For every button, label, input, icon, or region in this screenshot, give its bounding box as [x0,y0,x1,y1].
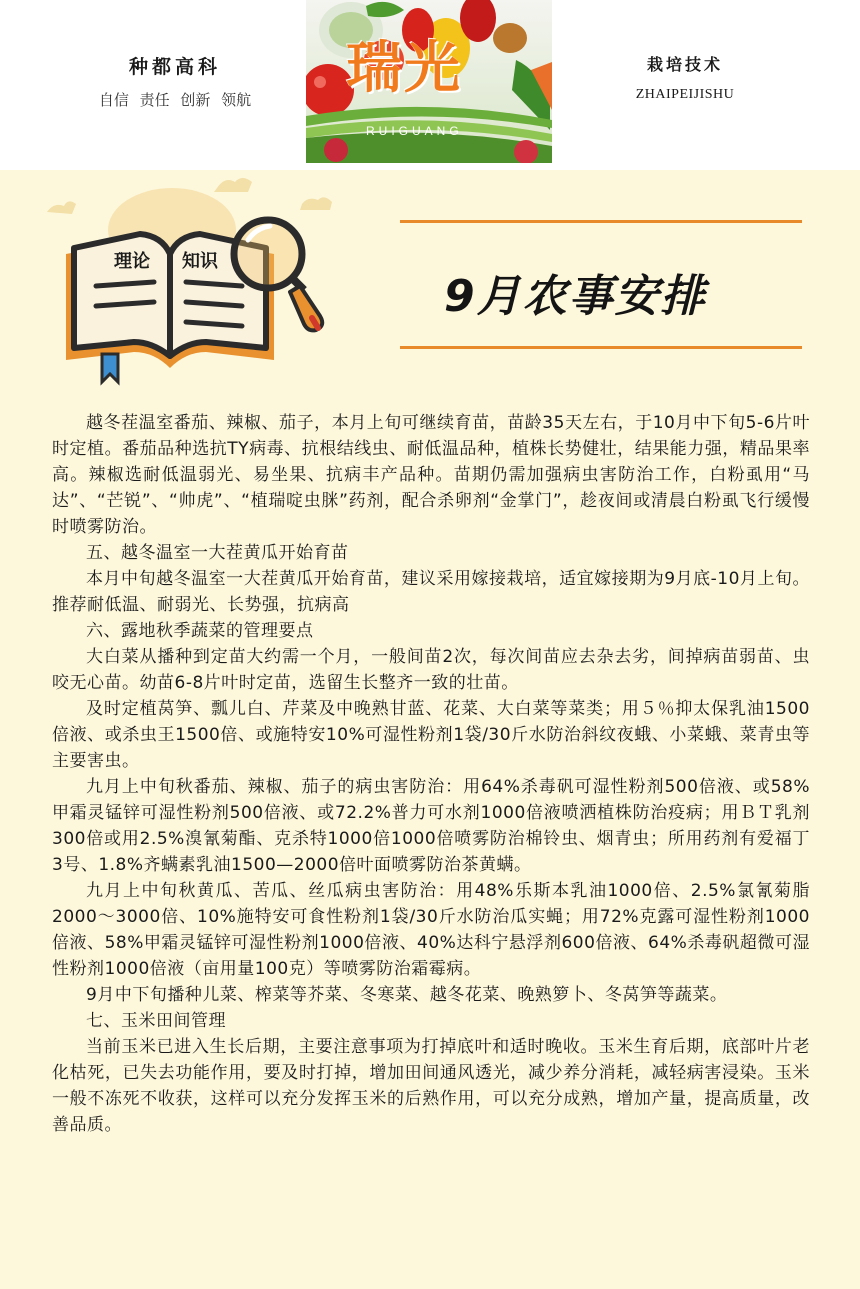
section-block [620,52,750,103]
paragraph-tomato-pests: 九月上中旬秋番茄、辣椒、茄子的病虫害防治：用64%杀毒矾可湿性粉剂500倍液、或58%甲霜灵锰锌可湿性粉剂500倍液、或72.2%普力可水剂1000倍液喷洒植株防治疫病；用ＢＴ乳剂300倍或用2.5%溴氰菊酯、克杀特1000倍1000倍喷雾防治棉铃虫、烟青虫；所用药剂有爱福丁3号、1.8%齐螨素乳油1500—2000倍叶面喷雾防治茶黄螨。 [52,777,810,875]
paragraph-cabbage: 大白菜从播种到定苗大约需一个月，一般间苗2次，每次间苗应去杂去劣，间掉病苗弱苗、虫咬无心苗。幼苗6-8片叶时定苗，选留生长整齐一致的壮苗。 [52,647,810,693]
logo-text: 瑞光 [346,36,462,101]
title-top-rule [400,220,802,223]
paragraph-cucurbit-pests: 九月上中旬秋黄瓜、苦瓜、丝瓜病虫害防治：用48%乐斯本乳油1000倍、2.5%氯氰菊脂2000～3000倍、10%施特安可食性粉剂1袋/30斤水防治瓜实蝇；用72%克露可湿性粉剂1000倍液、58%甲霜灵锰锌可湿性粉剂1000倍液、40%达科宁悬浮剂600倍液、64%杀毒矾超微可湿性粉剂1000倍液（亩用量100克）等喷雾防治霜霉病。 [52,881,810,979]
logo-subtitle: RUIGUANG [366,124,463,138]
badge-label-right: 知识 [182,251,218,272]
title-bottom-rule [400,346,802,349]
brand-block [80,52,270,110]
page-title: 9月农事安排 [444,271,707,322]
header-banner [0,0,860,170]
section-heading-cucumber: 五、越冬温室一大茬黄瓜开始育苗 [86,543,349,563]
logo-vegetable-image [306,0,552,163]
section-heading-corn: 七、玉米田间管理 [86,1011,226,1031]
paragraph-sowing: 9月中下旬播种儿菜、榨菜等芥菜、冬寒菜、越冬花菜、晚熟箩卜、冬莴笋等蔬菜。 [86,985,728,1005]
paragraph-overwinter-seedlings: 越冬茬温室番茄、辣椒、茄子，本月上旬可继续育苗，苗龄35天左右，于10月中下旬5-6片叶时定植。番茄品种选抗TY病毒、抗根结线虫、耐低温品种，植株长势健壮，结果能力强，精品果率高。辣椒选耐低温弱光、易坐果、抗病丰产品种。苗期仍需加强病虫害防治工作，白粉虱用“马达”、“芒锐”、“帅虎”、“植瑞啶虫脒”药剂，配合杀卵剂“金掌门”，趁夜间或清晨白粉虱飞行缓慢时喷雾防治。 [52,413,810,537]
section-heading-autumn-vegetables: 六、露地秋季蔬菜的管理要点 [86,621,314,641]
badge-label-left: 理论 [114,251,150,272]
paragraph-corn: 当前玉米已进入生长后期，主要注意事项为打掉底叶和适时晚收。玉米生育后期，底部叶片老化枯死，已失去功能作用，要及时打掉，增加田间通风透光，减少养分消耗，减轻病害浸染。玉米一般不冻死不收获，这样可以充分发挥玉米的后熟作用，可以充分成熟，增加产量，提高质量，改善品质。 [52,1037,810,1135]
title-block [400,220,802,350]
section-name: 栽培技术 [646,55,723,74]
brand-name: 种都高科 [128,56,221,78]
theory-knowledge-book-icon [42,168,342,388]
paragraph-transplanting: 及时定植莴笋、瓢儿白、芹菜及中晚熟甘蓝、花菜、大白菜等菜类；用５％抑太保乳油1500倍液、或杀虫王1500倍、或施特安10%可湿性粉剂1袋/30斤水防治斜纹夜蛾、小菜蛾、菜青虫等主要害虫。 [52,699,810,771]
brand-slogan: 自信 责任 创新 领航 [98,91,252,109]
paragraph-cucumber: 本月中旬越冬温室一大茬黄瓜开始育苗，建议采用嫁接栽培，适宜嫁接期为9月底-10月上旬。推荐耐低温、耐弱光、长势强，抗病高 [52,569,810,615]
section-pinyin: ZHAIPEIJISHU [635,87,735,102]
article-body [52,410,810,1138]
